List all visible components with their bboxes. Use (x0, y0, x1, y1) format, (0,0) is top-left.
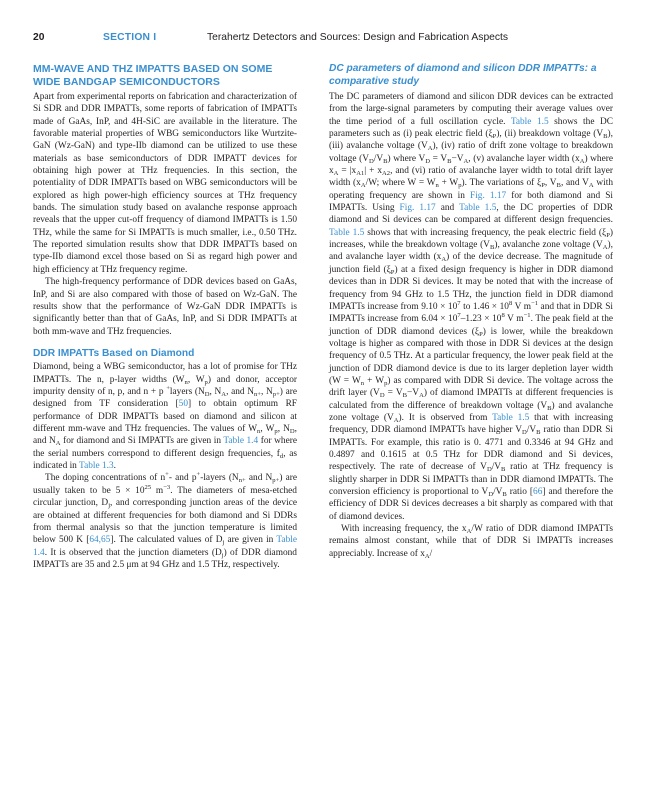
paragraph: With increasing frequency, the $x_A/W$ ratio of DDR diamond IMPATTs remains almost constant, while that of DDR Si IMPATTs increases appreciably. Increase of $x_A/$ (329, 524, 613, 560)
table-link[interactable]: Table 1.3 (79, 461, 114, 472)
paragraph: The doping concentrations of n+- and p+-layers ($N_{n+}$ and $N_{p+}$) are usually taken to be $5 \times 10^{25}$ $m^{-3}$. The diameters of mesa-etched circular junction, $D_j$, and corresponding junction areas of the device are obtained at different frequencies for both diamond and Si DDRs from thermal analysis so that the junction temperature is limited below 500 K [64,65]. The calculated values of $D_j$ are given in Table 1.4. It is observed that the junction diameters $(D_j)$ of DDR diamond IMPATTs are 35 and 2.5 μm at 94 GHz and 1.5 THz, respectively. (33, 471, 298, 570)
figure-link[interactable]: Fig. 1.17 (470, 190, 507, 201)
page-header (33, 32, 615, 48)
paragraph: The high-frequency performance of DDR devices based on GaAs, InP, and Si are also compared with those of based on Wz-GaN. The results show that the performance of Wz-GaN DDR IMPATTs is significantly better than that of GaAs, InP, and Si DDR IMPATTs at both mm-wave and THz frequencies. (33, 277, 297, 337)
reference-link[interactable]: 64,65 (89, 535, 111, 546)
reference-link[interactable]: 50 (178, 399, 188, 410)
table-link[interactable]: Table 1.5 (329, 227, 365, 238)
subsection-heading: DDR IMPATTs Based on Diamond (33, 347, 195, 359)
subsection-heading: DC parameters of diamond and silicon DDR IMPATTs: a comparative study (329, 63, 597, 87)
figure-link[interactable]: Fig. 1.17 (399, 203, 436, 214)
table-link[interactable]: Table 1.5 (510, 116, 549, 127)
paragraph: Apart from experimental reports on fabrication and characterization of Si SDR and DDR IMPATTs, some reports of fabrication of IMPATTs made of GaAs, InP, and 4H-SiC are available in the literature. The favorable material properties of WBG semiconductors like Wurtzite-GaN (Wz-GaN) and type-IIb diamond can be utilized to use these materials as base semiconductors of DDR IMPATT devices for obtaining high power at THz frequencies. In this section, the potentiality of DDR IMPATTs based on WBG semiconductors will be explored as high power-high efficiency sources at THz frequency bands. The simulation study based on avalanche response approach reveals that the upper cut-off frequency of diamond IMPATTs is 1.50 THz, while the same for Si IMPATTs is much smaller, i.e., 0.50 THz. The reported simulation results show that DDR IMPATTs based on type-IIb diamond excel those based on Si as regard high power and high efficiency at THz frequency regime. (33, 92, 297, 275)
book-title: Terahertz Detectors and Sources: Design and Fabrication Aspects (207, 32, 509, 43)
table-link[interactable]: Table 1.5 (492, 412, 530, 423)
paragraph: Diamond, being a WBG semiconductor, has a lot of promise for THz IMPATTs. The n, p-layer widths ($W_n$, $W_p$) and donor, acceptor impurity density of n, p, and n + p +layers ($N_D$, $N_A$, and $N_{n+}$, $N_{p+}$) are designed from TF consideration [50] to obtain optimum RF performance of DDR IMPATTs based on diamond and silicon at different mm-wave and THz frequencies. The values of $W_n$, $W_p$, $N_D$, and $N_A$ for diamond and Si IMPATTs are given in Table 1.4 for where the serial numbers correspond to different design frequencies, $f_d$, as indicated in Table 1.3. (33, 362, 298, 472)
paragraph: The DC parameters of diamond and silicon DDR devices can be extracted from the large-signal parameters by computing their average values over the time period of a full oscillation cycle. Table 1.5 shows the DC parameters such as (i) peak electric field $(\xi_P)$, (ii) breakdown voltage $(V_B)$, (iii) avalanche voltage $(V_A)$, (iv) ratio of drift zone voltage to breakdown voltage $(V_D/V_B)$ where $V_D = V_B-V_A$, (v) avalanche layer width $(x_A)$ where $x_A = |x_{A1}| + x_{A2}$, and (vi) ratio of avalanche layer width to total drift layer width ($x_A/W$; where $W = W_n + W_p$). The variations of $\xi_P$, $V_B$, and $V_A$ with operating frequency are shown in Fig. 1.17 for both diamond and Si IMPATTs. Using Fig. 1.17 and Table 1.5, the DC properties of DDR diamond and Si devices can be compared at different design frequencies. Table 1.5 shows that with increasing frequency, the peak electric field $(\xi_P)$ increases, while the breakdown voltage $(V_B)$, avalanche zone voltage $(V_A)$, and avalanche layer width $(x_A)$ of the device decrease. The magnitude of junction field $(\xi_P)$ at a fixed design frequency is higher in DDR diamond devices than in DDR Si devices. It may be noted that with the increase of frequency from 94 GHz to 1.5 THz, the junction field in DDR diamond IMPATTs increase from $9.10 \times 10^7$ to $1.46 \times 10^8$ V $m^{-1}$ and that in DDR Si IMPATTs increase from $6.04 \times 10^7-1.23 \times 10^8$ V $m^{-1}$. The peak field at the junction of DDR diamond devices $(\xi_P)$ is lower, while the breakdown voltage is higher as compared with those in DDR Si devices at the design frequency of 0.5 THz. At a particular frequency, the lower peak field at the junction of DDR diamond device is due to its larger depletion layer width $(W = W_n + W_p)$ as compared with DDR Si device. The voltage across the drift layer $(V_D = V_B-V_A)$ of diamond IMPATTs at different frequencies is calculated from the difference of breakdown voltage $(V_B)$ and avalanche zone voltage $(V_A)$. It is observed from Table 1.5 that with increasing frequency, DDR diamond IMPATTs have higher $V_D/V_B$ ratio than DDR Si IMPATTs. For example, this ratio is 0. 4771 and 0.3346 at 94 GHz and 0.4897 and 0.1615 at 0.5 THz for DDR diamond and Si devices, respectively. The rate of decrease of $V_D/V_B$ ratio at THz frequency is slightly sharper in DDR Si IMPATTs than in DDR diamond IMPATTs. The conversion efficiency is proportional to $V_D/V_B$ ratio [66] and therefore the efficiency of DDR Si devices decreases a bit sharply as compared with that of diamond devices. (329, 92, 614, 522)
reference-link[interactable]: 66 (533, 487, 543, 497)
section-label: SECTION I (103, 32, 157, 43)
table-link[interactable]: Table 1.4 (223, 436, 259, 447)
section-heading: MM-WAVE AND THZ IMPATTS BASED ON SOME WIDE BANDGAP SEMICONDUCTORS (33, 63, 273, 88)
page-number: 20 (33, 32, 45, 43)
table-link[interactable]: Table 1.5 (459, 203, 497, 214)
right-column (329, 63, 613, 560)
table-link[interactable]: Table 1.4 (33, 535, 297, 558)
left-column (33, 63, 297, 571)
